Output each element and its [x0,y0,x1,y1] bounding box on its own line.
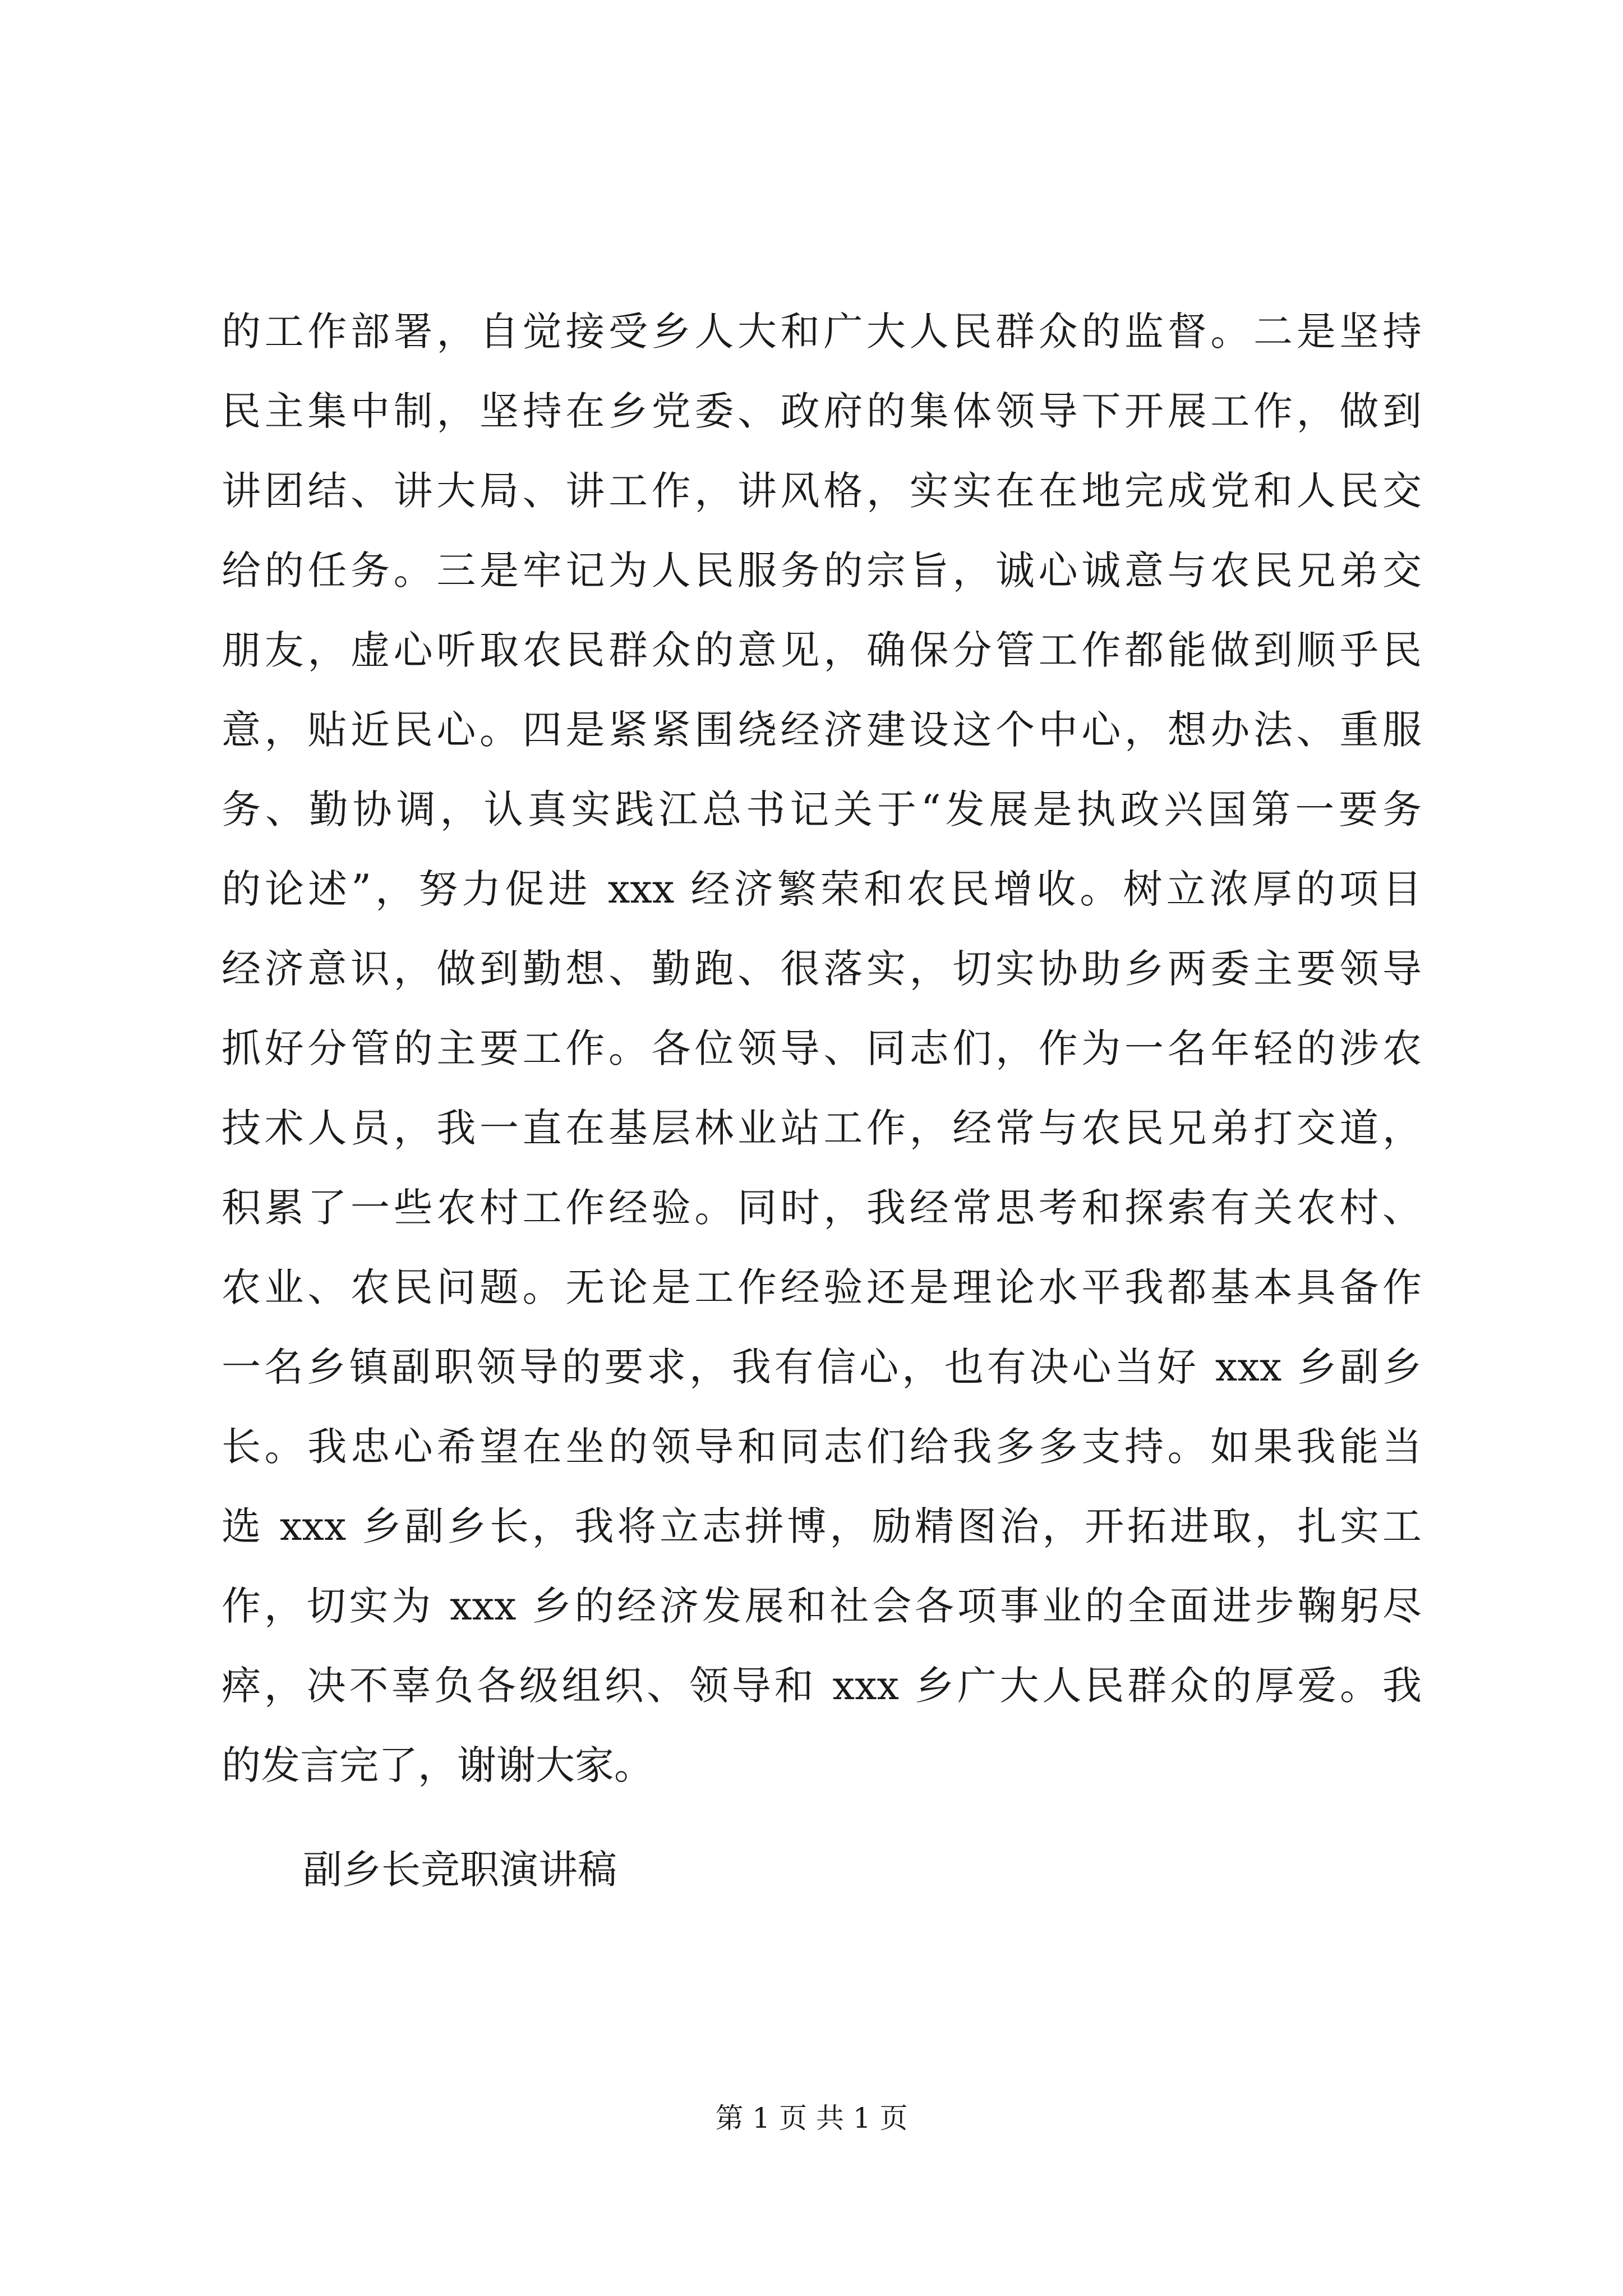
body-line: 民主集中制，坚持在乡党委、政府的集体领导下开展工作，做到 [222,388,1422,434]
body-line: 作，切实为 xxx 乡的经济发展和社会各项事业的全面进步鞠躬尽 [222,1583,1422,1629]
body-line: 选 xxx 乡副乡长，我将立志拼博，励精图治，开拓进取，扎实工 [222,1503,1422,1549]
body-line: 务、勤协调，认真实践江总书记关于“发展是执政兴国第一要务 [222,786,1422,832]
body-line: 技术人员，我一直在基层林业站工作，经常与农民兄弟打交道， [222,1105,1422,1151]
body-line-last: 的发言完了，谢谢大家。 [222,1742,653,1788]
body-line: 讲团结、讲大局、讲工作，讲风格，实实在在地完成党和人民交 [222,468,1422,514]
body-line: 抓好分管的主要工作。各位领导、同志们，作为一名年轻的涉农 [222,1025,1422,1071]
body-line: 农业、农民问题。无论是工作经验还是理论水平我都基本具备作 [222,1264,1422,1310]
body-line: 经济意识，做到勤想、勤跑、很落实，切实协助乡两委主要领导 [222,946,1422,992]
body-line: 给的任务。三是牢记为人民服务的宗旨，诚心诚意与农民兄弟交 [222,547,1422,593]
body-line: 一名乡镇副职领导的要求，我有信心，也有决心当好 xxx 乡副乡 [222,1344,1422,1390]
body-line: 意，贴近民心。四是紧紧围绕经济建设这个中心，想办法、重服 [222,707,1422,753]
body-line: 长。我忠心希望在坐的领导和同志们给我多多支持。如果我能当 [222,1424,1422,1470]
body-line: 积累了一些农村工作经验。同时，我经常思考和探索有关农村、 [222,1185,1422,1231]
body-text [222,292,1422,1805]
body-line: 瘁，决不辜负各级组织、领导和 xxx 乡广大人民群众的厚爱。我 [222,1663,1422,1709]
section-title: 副乡长竞职演讲稿 [303,1847,617,1893]
body-line: 的工作部署，自觉接受乡人大和广大人民群众的监督。二是坚持 [222,309,1422,355]
body-line: 的论述”，努力促进 xxx 经济繁荣和农民增收。树立浓厚的项目 [222,866,1422,912]
body-line: 朋友，虚心听取农民群众的意见，确保分管工作都能做到顺乎民 [222,627,1422,673]
page-number-footer: 第 1 页 共 1 页 [715,2102,908,2134]
